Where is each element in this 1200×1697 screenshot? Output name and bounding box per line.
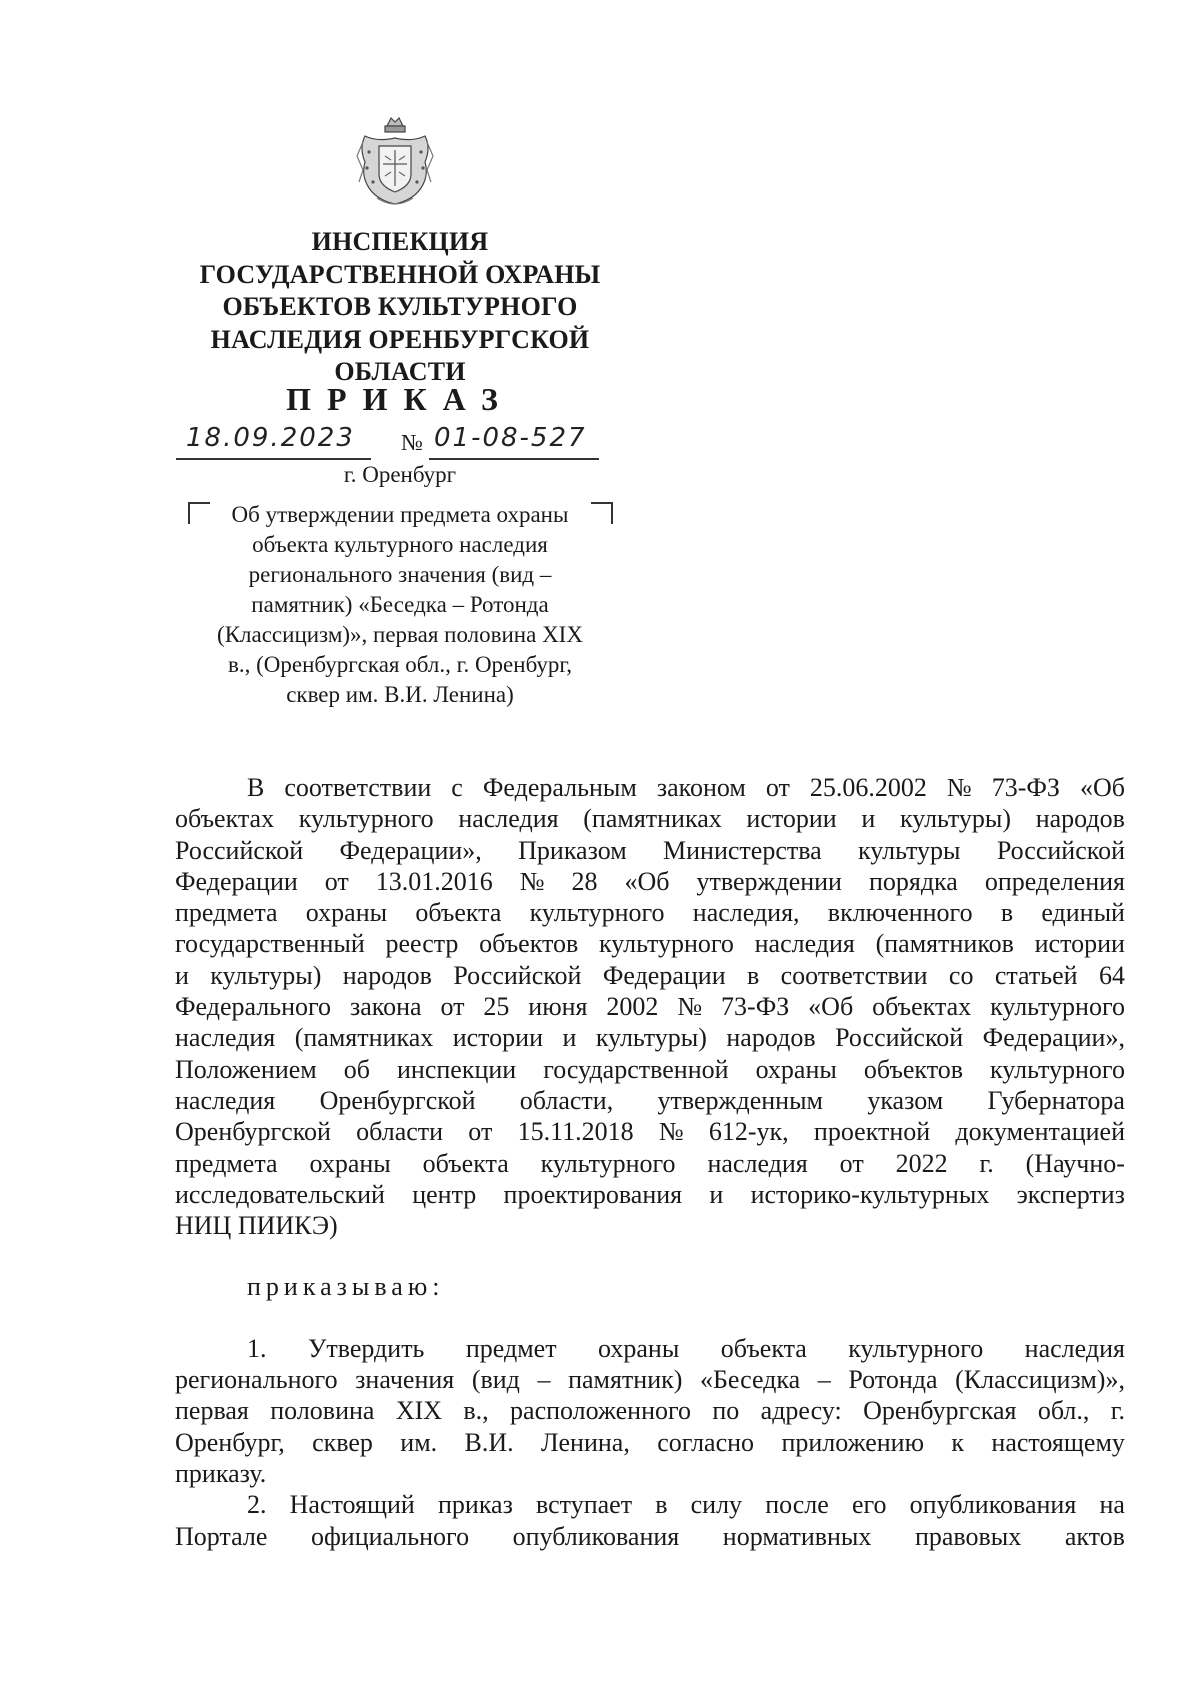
text-line: 2. Настоящий приказ вступает в силу после его опубликования на	[247, 1490, 1125, 1520]
text-line: Российской Федерации», Приказом Министерства культуры Российской	[175, 835, 1125, 865]
text-line: исследовательский центр проектирования и историко-культурных экспертиз	[175, 1179, 1125, 1209]
number-underline	[429, 458, 599, 460]
text-line: Положением об инспекции государственной охраны объектов культурного	[175, 1054, 1125, 1084]
order-title: ПРИКАЗ	[286, 381, 514, 417]
subject-line: регионального значения (вид –	[248, 562, 552, 587]
text-line: государственный реестр объектов культурного наследия (памятников истории	[175, 929, 1125, 959]
text-line: и культуры) народов Российской Федерации в соответствии со статьей 64	[175, 960, 1125, 990]
item-1-paragraph	[175, 1333, 1125, 1489]
org-line: ГОСУДАРСТВЕННОЙ ОХРАНЫ	[199, 259, 601, 289]
city: г. Оренбург	[343, 462, 457, 487]
date-number-line	[186, 420, 606, 462]
org-line: ИНСПЕКЦИЯ	[311, 227, 489, 256]
order-subject	[200, 500, 600, 710]
item-2-paragraph	[175, 1489, 1125, 1552]
coat-of-arms-emblem	[355, 112, 435, 212]
preamble-paragraph	[175, 772, 1125, 1241]
subject-line: памятник) «Беседка – Ротонда	[251, 592, 549, 617]
subject-line: (Классицизм)», первая половина XIX	[217, 622, 583, 647]
order-word: приказываю:	[247, 1272, 445, 1302]
org-line: ОБЪЕКТОВ КУЛЬТУРНОГО	[222, 292, 578, 321]
subject-line: объекта культурного наследия	[252, 532, 548, 557]
subject-line: в., (Оренбургская обл., г. Оренбург,	[228, 652, 572, 677]
text-line: Портале официального опубликования нормативных правовых актов	[175, 1521, 1125, 1551]
date-underline	[176, 458, 371, 460]
text-line: предмета охраны объекта культурного наследия, включенного в единый	[175, 898, 1125, 928]
order-date: 18.09.2023	[186, 423, 355, 453]
text-line: НИЦ ПИИКЭ)	[175, 1211, 338, 1241]
subject-line: сквер им. В.И. Ленина)	[286, 682, 514, 707]
subject-line: Об утверждении предмета охраны	[231, 502, 569, 527]
order-number: 01-08-527	[434, 423, 587, 453]
order-body	[175, 772, 1125, 1552]
organization-name	[180, 226, 620, 389]
text-line: объектах культурного наследия (памятниках истории и культуры) народов	[175, 804, 1125, 834]
text-line: первая половина XIX в., расположенного по адресу: Оренбургская обл., г.	[175, 1396, 1125, 1426]
text-line: Федерации от 13.01.2016 № 28 «Об утверждении порядка определения	[175, 866, 1125, 896]
text-line: наследия Оренбургской области, утвержденным указом Губернатора	[175, 1085, 1125, 1115]
text-line: Федерального закона от 25 июня 2002 № 73-ФЗ «Об объектах культурного	[175, 992, 1125, 1022]
text-line: 1. Утвердить предмет охраны объекта культурного наследия	[247, 1333, 1125, 1363]
org-line: ОБЛАСТИ	[334, 357, 466, 386]
number-sign: №	[401, 430, 423, 455]
text-line: приказу.	[175, 1458, 267, 1488]
text-line: предмета охраны объекта культурного наследия от 2022 г. (Научно-	[175, 1148, 1125, 1178]
org-line: НАСЛЕДИЯ ОРЕНБУРГСКОЙ	[210, 324, 590, 354]
text-line: Оренбург, сквер им. В.И. Ленина, согласно приложению к настоящему	[175, 1427, 1125, 1457]
text-line: Оренбургской области от 15.11.2018 № 612-ук, проектной документацией	[175, 1117, 1125, 1147]
text-line: регионального значения (вид – памятник) «Беседка – Ротонда (Классицизм)»,	[175, 1365, 1125, 1395]
text-line: наследия (памятниках истории и культуры) народов Российской Федерации»,	[175, 1023, 1125, 1053]
text-line: В соответствии с Федеральным законом от 25.06.2002 № 73-ФЗ «Об	[247, 773, 1125, 802]
